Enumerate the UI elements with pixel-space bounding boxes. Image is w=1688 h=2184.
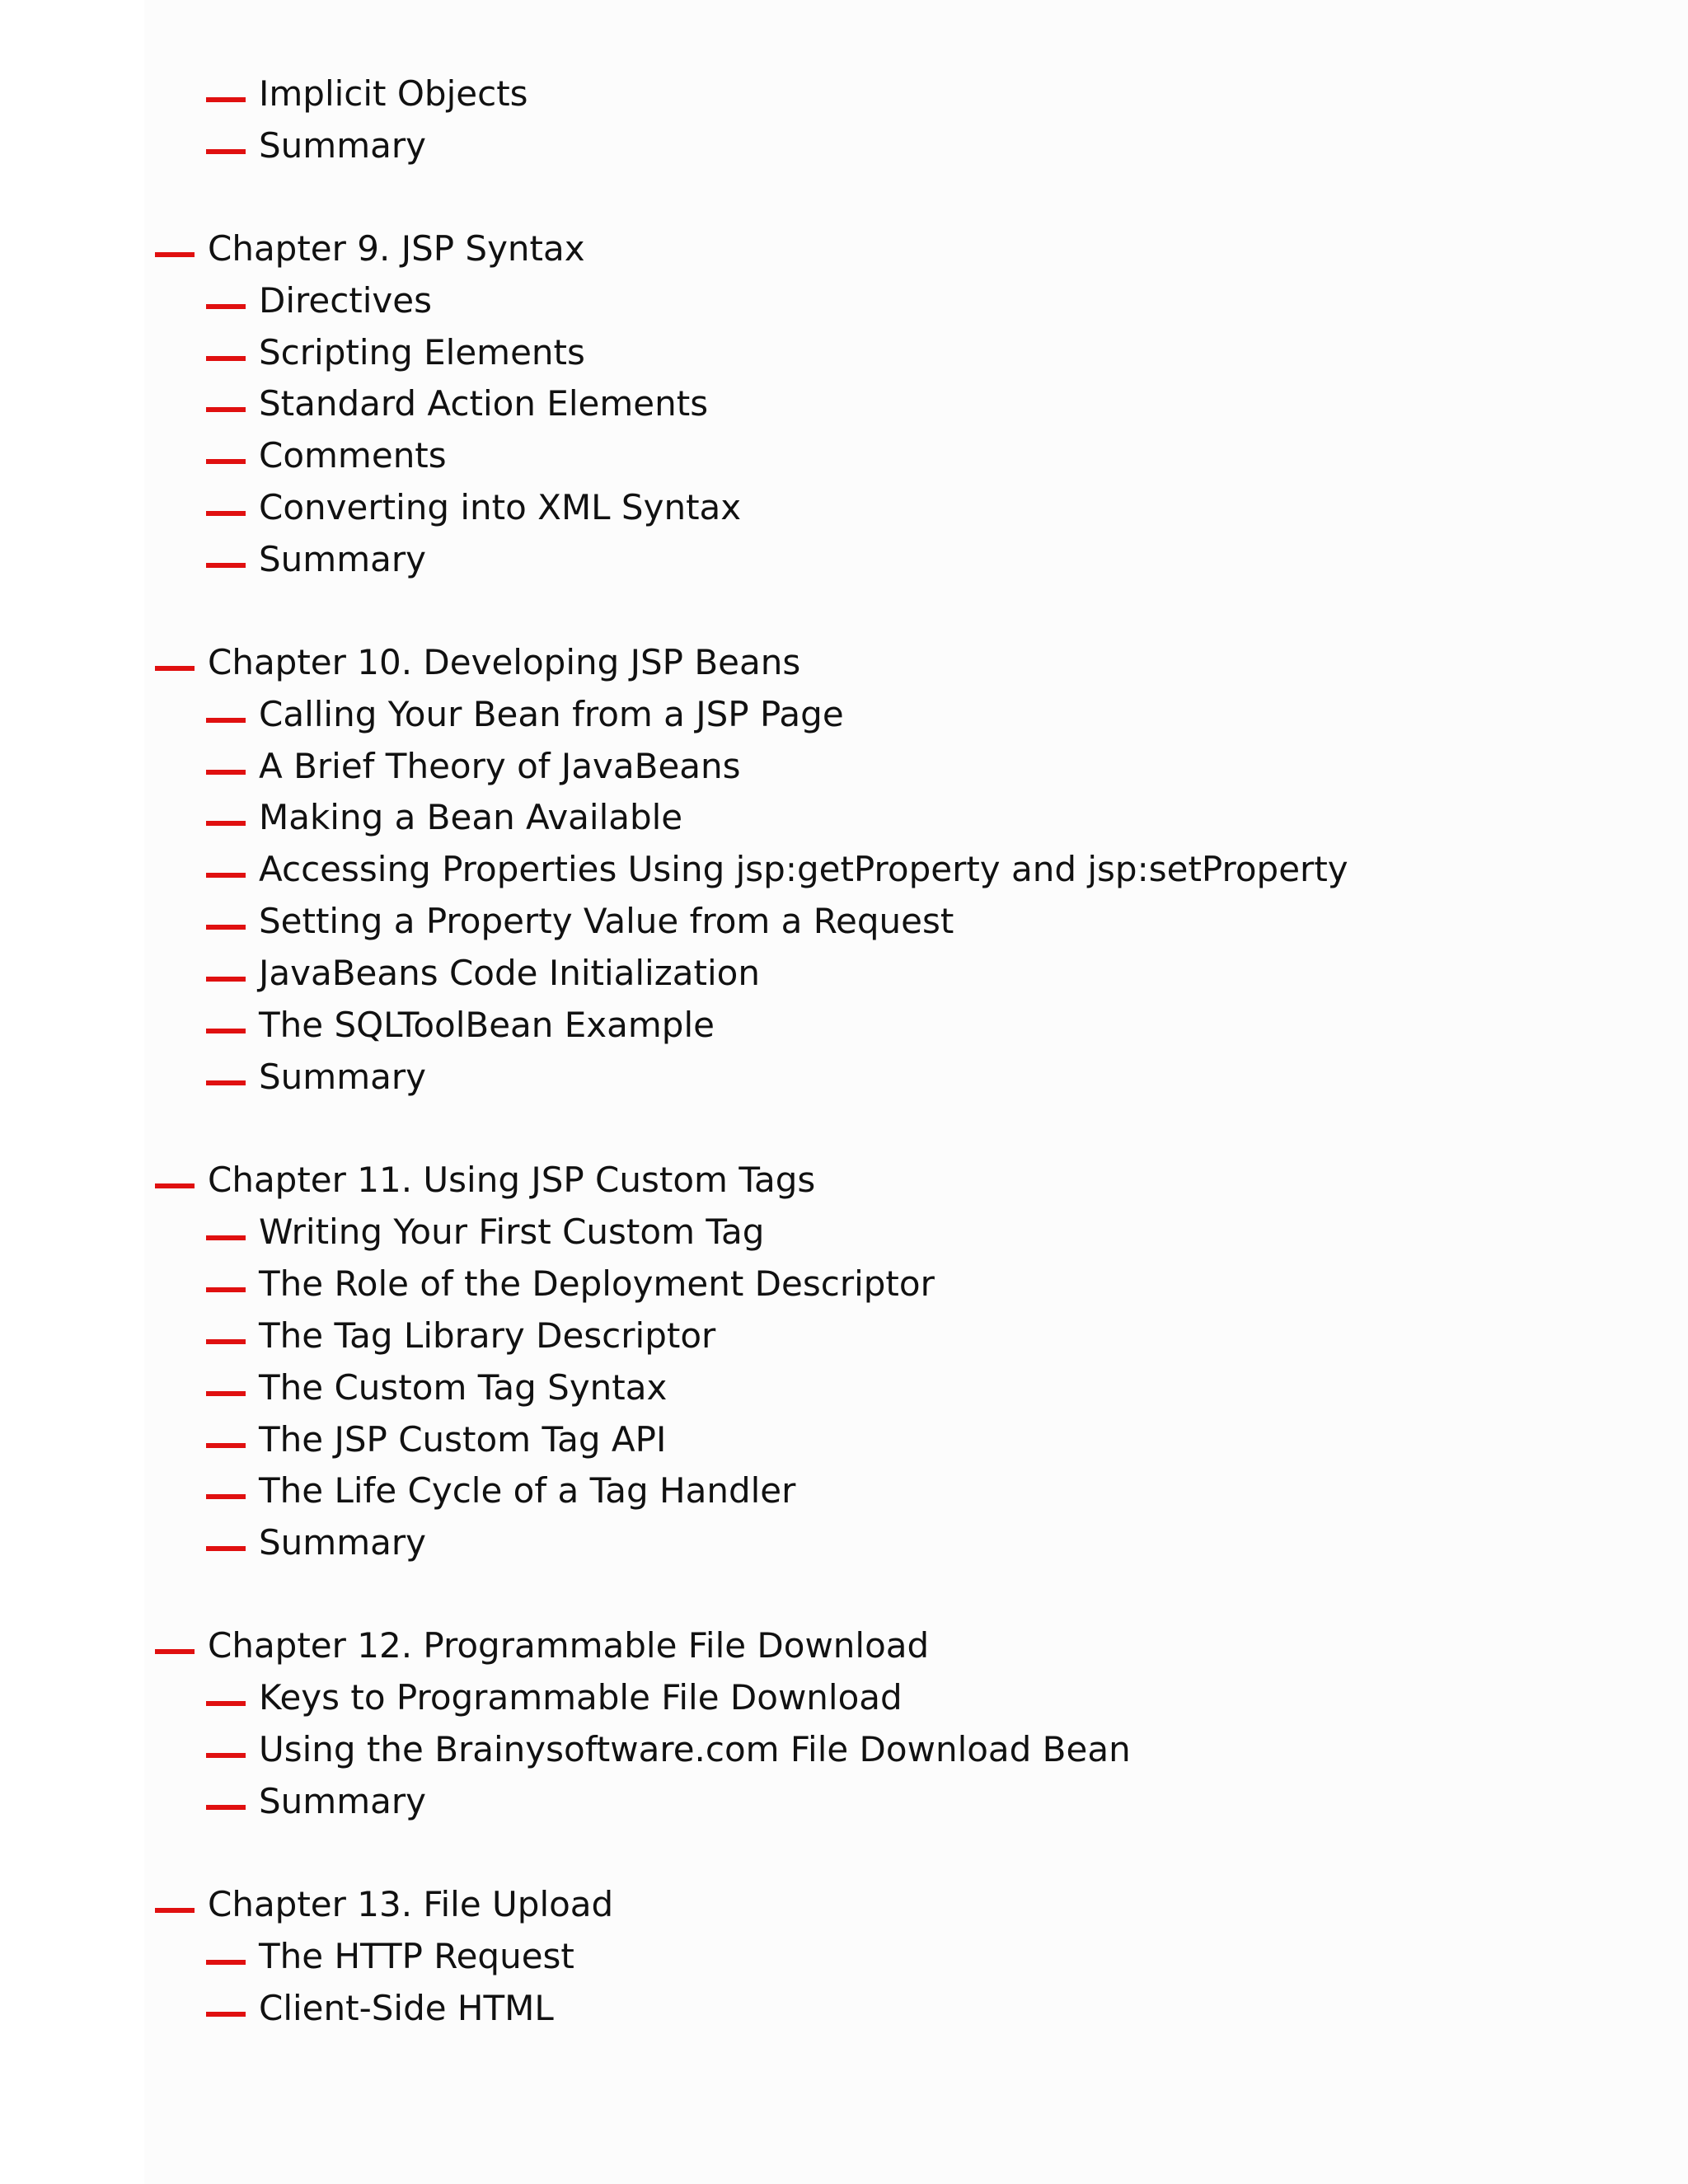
toc-entry-calling-your-bean[interactable] [206, 689, 844, 740]
toc-entry-life-cycle-of-tag-handler[interactable] [206, 1465, 795, 1516]
red-dash-icon [206, 1443, 246, 1448]
red-dash-icon [206, 1339, 246, 1344]
red-dash-icon [206, 149, 246, 154]
red-dash-icon [155, 1649, 195, 1654]
toc-entry-tag-library-descriptor[interactable] [206, 1310, 715, 1361]
toc-entry-making-a-bean-available[interactable] [206, 792, 682, 843]
toc-entry-label: The HTTP Request [259, 1936, 574, 1976]
toc-entry-label: Client-Side HTML [259, 1988, 554, 2028]
red-dash-icon [206, 1701, 246, 1706]
red-dash-icon [155, 1908, 195, 1913]
toc-entry-converting-into-xml-syntax[interactable] [206, 482, 741, 533]
toc-chapter-label: Chapter 10. Developing JSP Beans [208, 642, 801, 682]
toc-entry-label: The Tag Library Descriptor [259, 1315, 716, 1356]
toc-entry-brief-theory-of-javabeans[interactable] [206, 741, 741, 792]
red-dash-icon [206, 563, 246, 568]
red-dash-icon [206, 718, 246, 723]
red-dash-icon [206, 873, 246, 878]
toc-entry-javabeans-code-initialization[interactable] [206, 948, 760, 999]
toc-entry-label: Summary [259, 1781, 426, 1821]
toc-entry-label: Comments [259, 435, 447, 476]
toc-chapter-11[interactable] [155, 1155, 815, 1206]
toc-entry-label: Implicit Objects [259, 73, 528, 114]
toc-entry-label: The Custom Tag Syntax [259, 1367, 668, 1408]
toc-entry-summary[interactable] [206, 1776, 426, 1827]
toc-entry-summary[interactable] [206, 1517, 426, 1568]
toc-chapter-label: Chapter 12. Programmable File Download [208, 1625, 930, 1666]
toc-entry-label: Keys to Programmable File Download [259, 1677, 903, 1718]
toc-entry-directives[interactable] [206, 275, 432, 326]
red-dash-icon [206, 97, 246, 102]
toc-entry-label: Setting a Property Value from a Request [259, 901, 954, 941]
toc-entry-scripting-elements[interactable] [206, 327, 585, 378]
toc-entry-file-download-bean[interactable] [206, 1724, 1131, 1775]
red-dash-icon [206, 1960, 246, 1965]
red-dash-icon [206, 1391, 246, 1396]
red-dash-icon [206, 1287, 246, 1292]
toc-chapter-label: Chapter 11. Using JSP Custom Tags [208, 1160, 816, 1200]
toc-entry-label: Using the Brainysoftware.com File Download Bean [259, 1729, 1131, 1769]
toc-entry-label: A Brief Theory of JavaBeans [259, 746, 741, 786]
toc-entry-accessing-properties[interactable] [206, 844, 1348, 895]
toc-entry-label: Summary [259, 1057, 426, 1097]
toc-entry-label: The JSP Custom Tag API [259, 1419, 667, 1460]
toc-entry-jsp-custom-tag-api[interactable] [206, 1414, 666, 1465]
toc-chapter-label: Chapter 13. File Upload [208, 1884, 614, 1924]
toc-chapter-13[interactable] [155, 1879, 613, 1930]
red-dash-icon [155, 1183, 195, 1188]
red-dash-icon [206, 977, 246, 982]
toc-entry-keys-to-programmable-file-download[interactable] [206, 1672, 903, 1723]
toc-entry-label: Scripting Elements [259, 332, 585, 373]
red-dash-icon [206, 1029, 246, 1033]
toc-chapter-label: Chapter 9. JSP Syntax [208, 228, 585, 269]
toc-entry-role-of-deployment-descriptor[interactable] [206, 1258, 935, 1310]
toc-entry-client-side-html[interactable] [206, 1983, 554, 2034]
toc-entry-summary[interactable] [206, 534, 426, 585]
red-dash-icon [206, 304, 246, 309]
toc-entry-summary[interactable] [206, 120, 426, 171]
toc-entry-label: Summary [259, 125, 426, 166]
toc-entry-label: Directives [259, 280, 432, 321]
toc-entry-label: The Life Cycle of a Tag Handler [259, 1470, 796, 1511]
toc-entry-sqltoolbean-example[interactable] [206, 1000, 715, 1051]
toc-entry-label: Summary [259, 539, 426, 579]
toc-entry-custom-tag-syntax[interactable] [206, 1362, 667, 1413]
toc-entry-label: Summary [259, 1522, 426, 1563]
toc-chapter-10[interactable] [155, 637, 800, 688]
toc-entry-label: The SQLToolBean Example [259, 1005, 715, 1045]
toc-entry-label: Standard Action Elements [259, 383, 709, 424]
toc-chapter-9[interactable] [155, 223, 585, 274]
toc-entry-implicit-objects[interactable] [206, 68, 528, 120]
toc-entry-label: Converting into XML Syntax [259, 487, 742, 527]
toc-entry-writing-your-first-custom-tag[interactable] [206, 1207, 764, 1258]
toc-entry-label: Calling Your Bean from a JSP Page [259, 694, 844, 734]
red-dash-icon [206, 821, 246, 826]
red-dash-icon [206, 407, 246, 412]
red-dash-icon [155, 252, 195, 257]
toc-entry-setting-a-property-value[interactable] [206, 896, 954, 947]
red-dash-icon [206, 1805, 246, 1810]
red-dash-icon [206, 1080, 246, 1085]
toc-entry-standard-action-elements[interactable] [206, 378, 708, 429]
red-dash-icon [206, 356, 246, 361]
red-dash-icon [206, 511, 246, 516]
red-dash-icon [206, 925, 246, 930]
red-dash-icon [206, 1494, 246, 1499]
toc-entry-label: Accessing Properties Using jsp:getProperty and jsp:setProperty [259, 849, 1348, 889]
red-dash-icon [206, 770, 246, 775]
red-dash-icon [206, 1546, 246, 1551]
red-dash-icon [206, 1235, 246, 1240]
toc-entry-label: The Role of the Deployment Descriptor [259, 1263, 935, 1304]
red-dash-icon [206, 459, 246, 464]
red-dash-icon [206, 2012, 246, 2017]
toc-entry-label: Making a Bean Available [259, 797, 683, 837]
toc-entry-http-request[interactable] [206, 1931, 574, 1982]
toc-chapter-12[interactable] [155, 1620, 929, 1671]
toc-entry-summary[interactable] [206, 1052, 426, 1103]
red-dash-icon [155, 666, 195, 671]
red-dash-icon [206, 1753, 246, 1758]
toc-entry-label: Writing Your First Custom Tag [259, 1212, 765, 1252]
toc-entry-label: JavaBeans Code Initialization [259, 953, 760, 993]
toc-entry-comments[interactable] [206, 430, 447, 481]
